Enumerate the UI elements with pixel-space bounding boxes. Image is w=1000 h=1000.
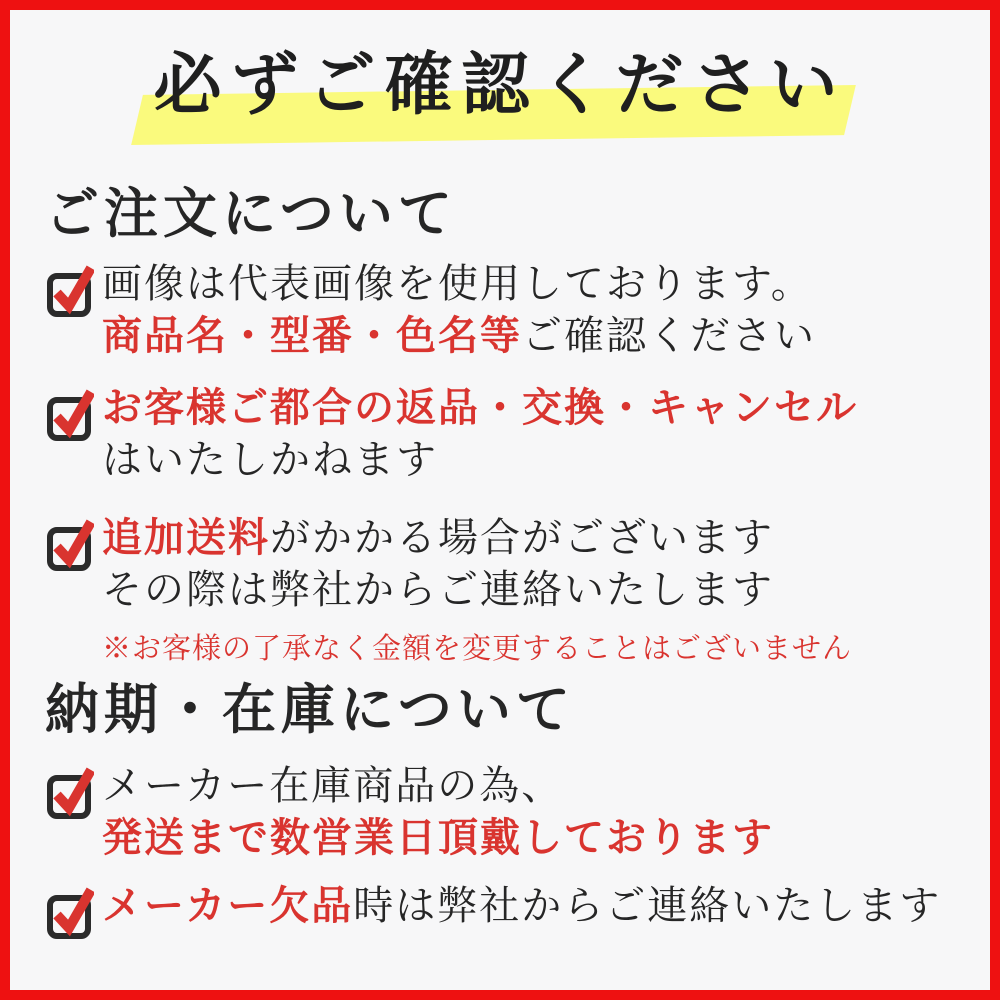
emphasis-text-segment: 発送まで数営業日頂戴しております bbox=[102, 814, 774, 861]
notice-line bbox=[102, 512, 970, 564]
text-segment: ご確認ください bbox=[522, 313, 816, 359]
text-segment: メーカー在庫商品の為、 bbox=[102, 763, 564, 809]
notice-line bbox=[102, 258, 970, 310]
notice-item-representative-image bbox=[46, 258, 970, 362]
notice-line bbox=[102, 310, 970, 362]
section-heading-stock: 納期・在庫について bbox=[45, 677, 575, 741]
text-segment: はいたしかねます bbox=[102, 437, 438, 483]
notice-item-text bbox=[102, 258, 970, 362]
notice-item-text bbox=[102, 880, 970, 932]
checkbox-check-icon bbox=[46, 882, 94, 940]
notice-line bbox=[102, 382, 970, 434]
notice-item-no-returns bbox=[46, 382, 970, 486]
notice-line bbox=[102, 760, 970, 812]
notice-line bbox=[102, 880, 970, 932]
notice-line bbox=[102, 564, 970, 616]
text-segment: 時は弊社からご連絡いたします bbox=[353, 883, 942, 929]
notice-item-maker-out-of-stock bbox=[46, 880, 970, 940]
emphasis-text-segment: 追加送料 bbox=[102, 514, 270, 561]
notice-item-text bbox=[102, 382, 970, 486]
text-segment: 画像は代表画像を使用しております。 bbox=[102, 261, 813, 307]
emphasis-text-segment: メーカー欠品 bbox=[102, 882, 354, 929]
notice-item-text bbox=[102, 760, 970, 864]
page-title-text: 必ずご確認ください bbox=[153, 45, 847, 125]
emphasis-text-segment: お客様ご都合の返品・交換・キャンセル bbox=[102, 384, 858, 431]
notice-item-text bbox=[102, 512, 970, 666]
checkbox-check-icon bbox=[46, 384, 94, 442]
notice-footnote: ※お客様の了承なく金額を変更することはございません bbox=[102, 631, 853, 665]
notice-line bbox=[102, 812, 970, 864]
checkbox-check-icon bbox=[46, 260, 94, 318]
text-segment: がかかる場合がございます bbox=[270, 515, 774, 561]
notice-item-extra-shipping bbox=[46, 512, 970, 666]
checkbox-check-icon bbox=[46, 762, 94, 820]
checkbox-check-icon bbox=[46, 514, 94, 572]
text-segment: その際は弊社からご連絡いたします bbox=[102, 567, 774, 613]
emphasis-text-segment: 商品名・型番・色名等 bbox=[102, 312, 522, 359]
page-title bbox=[153, 38, 846, 133]
page-title-wrap bbox=[0, 38, 1000, 133]
notice-item-maker-stock bbox=[46, 760, 970, 864]
section-heading-order: ご注文について bbox=[45, 181, 457, 245]
notice-line bbox=[102, 434, 970, 486]
